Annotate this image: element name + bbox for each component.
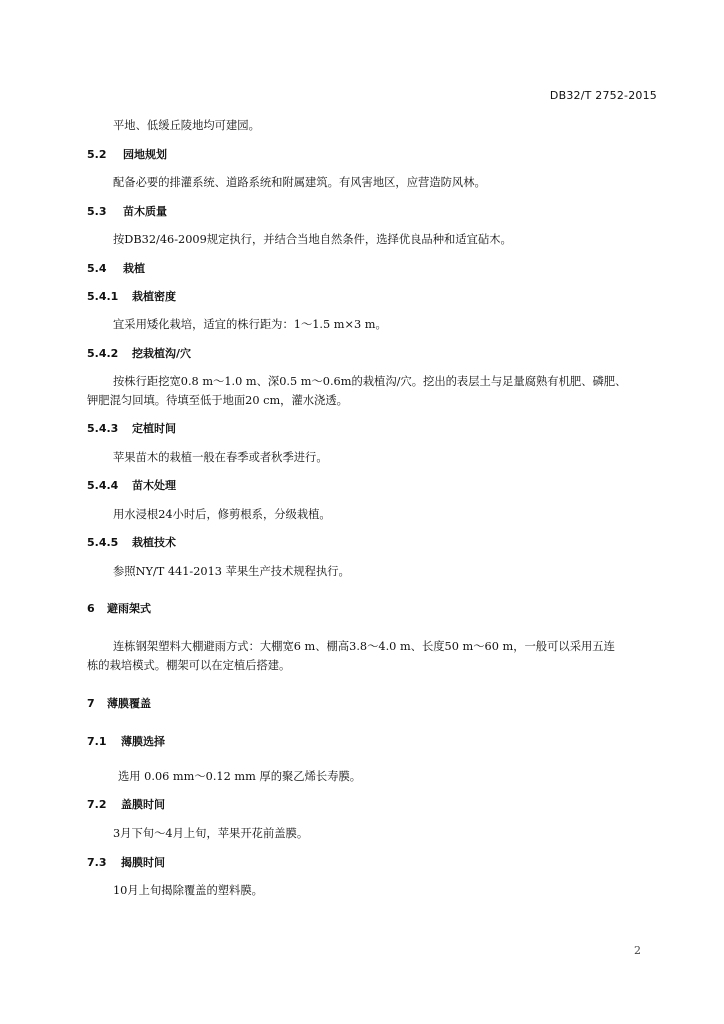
section-number: 5.3	[87, 205, 107, 218]
section-6-heading	[87, 601, 151, 617]
section-5-4-2-heading	[87, 346, 191, 362]
section-title: 栽植技术	[132, 536, 176, 549]
section-title: 苗木处理	[132, 479, 176, 492]
section-title: 盖膜时间	[121, 798, 165, 811]
section-5-3-heading	[87, 204, 167, 220]
section-5-4-3-heading	[87, 421, 176, 437]
section-7-1-heading	[87, 734, 165, 750]
section-title: 栽植	[123, 262, 145, 275]
section-title: 栽植密度	[132, 290, 176, 303]
section-5-3-paragraph: 按DB32/46-2009规定执行，并结合当地自然条件，选择优良品种和适宜砧木。	[113, 233, 512, 246]
intro-paragraph: 平地、低缓丘陵地均可建园。	[113, 119, 260, 132]
section-7-heading	[87, 696, 151, 712]
section-5-4-2-paragraph-line-1: 按株行距挖宽0.8 m～1.0 m、深0.5 m～0.6m的栽植沟/穴。挖出的表层土与足量腐熟有机肥、磷肥、	[113, 375, 627, 388]
section-7-1-paragraph: 选用 0.06 mm～0.12 mm 厚的聚乙烯长寿膜。	[118, 770, 362, 783]
section-5-4-5-heading	[87, 535, 176, 551]
section-title: 避雨架式	[107, 602, 151, 615]
section-5-4-1-paragraph: 宜采用矮化栽培，适宜的株行距为：1～1.5 m×3 m。	[113, 318, 387, 331]
section-title: 薄膜覆盖	[107, 697, 151, 710]
section-number: 5.4.1	[87, 290, 119, 303]
section-5-4-4-paragraph: 用水浸根24小时后，修剪根系，分级栽植。	[113, 508, 331, 521]
section-number: 6	[87, 602, 95, 615]
section-number: 5.4.5	[87, 536, 119, 549]
section-5-2-paragraph: 配备必要的排灌系统、道路系统和附属建筑。有风害地区，应营造防风林。	[113, 176, 486, 189]
section-number: 5.4.2	[87, 347, 119, 360]
page-number: 2	[634, 944, 641, 957]
section-5-4-heading	[87, 261, 145, 277]
section-6-paragraph-line-1: 连栋钢架塑料大棚避雨方式：大棚宽6 m、棚高3.8～4.0 m、长度50 m～60 m，一般可以采用五连	[113, 640, 615, 653]
section-title: 定植时间	[132, 422, 176, 435]
section-5-4-2-paragraph-line-2: 钾肥混匀回填。待填至低于地面20 cm，灌水浇透。	[87, 394, 348, 407]
section-number: 5.2	[87, 148, 107, 161]
section-5-4-5-paragraph: 参照NY/T 441-2013 苹果生产技术规程执行。	[113, 565, 350, 578]
section-7-2-paragraph: 3月下旬～4月上旬，苹果开花前盖膜。	[113, 827, 309, 840]
section-6-paragraph-line-2: 栋的栽培模式。棚架可以在定植后搭建。	[87, 659, 291, 672]
section-title: 薄膜选择	[121, 735, 165, 748]
document-code: DB32/T 2752-2015	[549, 89, 657, 102]
section-number: 7	[87, 697, 95, 710]
section-5-2-heading	[87, 147, 167, 163]
section-number: 5.4.4	[87, 479, 119, 492]
section-title: 园地规划	[123, 148, 167, 161]
section-number: 5.4	[87, 262, 107, 275]
section-title: 苗木质量	[123, 205, 167, 218]
section-7-3-paragraph: 10月上旬揭除覆盖的塑料膜。	[113, 884, 263, 897]
section-7-3-heading	[87, 855, 165, 871]
section-number: 7.1	[87, 735, 107, 748]
section-number: 5.4.3	[87, 422, 119, 435]
section-7-2-heading	[87, 797, 165, 813]
section-number: 7.3	[87, 856, 107, 869]
section-5-4-1-heading	[87, 289, 176, 305]
section-title: 揭膜时间	[121, 856, 165, 869]
section-number: 7.2	[87, 798, 107, 811]
section-title: 挖栽植沟/穴	[132, 347, 192, 360]
section-5-4-3-paragraph: 苹果苗木的栽植一般在春季或者秋季进行。	[113, 451, 328, 464]
section-5-4-4-heading	[87, 478, 176, 494]
